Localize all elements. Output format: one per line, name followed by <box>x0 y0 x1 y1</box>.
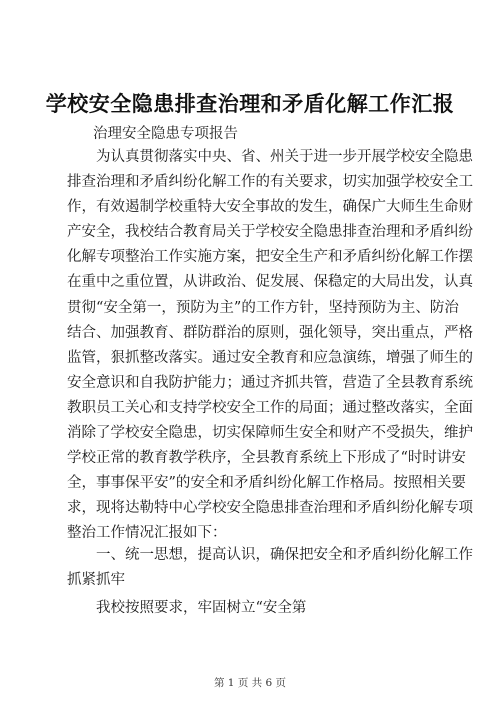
paragraph-line: 消除了学校安全隐患，切实保障师生安全和财产不受损失，维护 <box>67 425 473 442</box>
paragraph-line: 为认真贯彻落实中央、省、州关于进一步开展学校安全隐患 <box>96 149 473 165</box>
body-paragraph <box>67 145 473 547</box>
partial-paragraph: 我校按照要求，牢固树立“安全第 <box>96 600 307 616</box>
paragraph-line: 整治工作情况汇报如下： <box>67 525 227 542</box>
paragraph-line: 排查治理和矛盾纠纷化解工作的有关要求，切实加强学校安全工 <box>67 174 473 191</box>
section-heading: 一、统一思想，提高认识，确保把安全和矛盾纠纷化解工作 <box>96 547 473 563</box>
paragraph-line: 在重中之重位置，从讲政治、促发展、保稳定的大局出发，认真 <box>67 274 473 291</box>
document-subtitle: 治理安全隐患专项报告 <box>93 126 238 142</box>
document-title: 学校安全隐患排查治理和矛盾化解工作汇报 <box>45 91 455 116</box>
paragraph-line: 产安全，我校结合教育局关于学校安全隐患排查治理和矛盾纠纷 <box>67 224 473 241</box>
paragraph-line: 学校正常的教育教学秩序，全县教育系统上下形成了“时时讲安 <box>67 450 466 467</box>
paragraph-line: 结合、加强教育、群防群治的原则，强化领导，突出重点，严格 <box>67 324 473 341</box>
paragraph-line: 贯彻“安全第一，预防为主”的工作方针，坚持预防为主、防治 <box>67 299 459 316</box>
section-heading-continuation: 抓紧抓牢 <box>67 572 125 588</box>
paragraph-line: 化解专项整治工作实施方案，把安全生产和矛盾纠纷化解工作摆 <box>67 249 473 266</box>
page-footer: 第 1 页 共 6 页 <box>213 677 287 689</box>
paragraph-line: 监管，狠抓整改落实。通过安全教育和应急演练，增强了师生的 <box>67 349 473 366</box>
paragraph-line: 作，有效遏制学校重特大安全事故的发生，确保广大师生生命财 <box>67 199 473 216</box>
paragraph-line: 求，现将达勒特中心学校安全隐患排查治理和矛盾纠纷化解专项 <box>67 500 473 517</box>
paragraph-line: 安全意识和自我防护能力；通过齐抓共管，营造了全县教育系统 <box>67 374 473 391</box>
paragraph-line: 教职员工关心和支持学校安全工作的局面；通过整改落实，全面 <box>67 399 473 416</box>
paragraph-line: 全，事事保平安”的安全和矛盾纠纷化解工作格局。按照相关要 <box>67 475 466 492</box>
